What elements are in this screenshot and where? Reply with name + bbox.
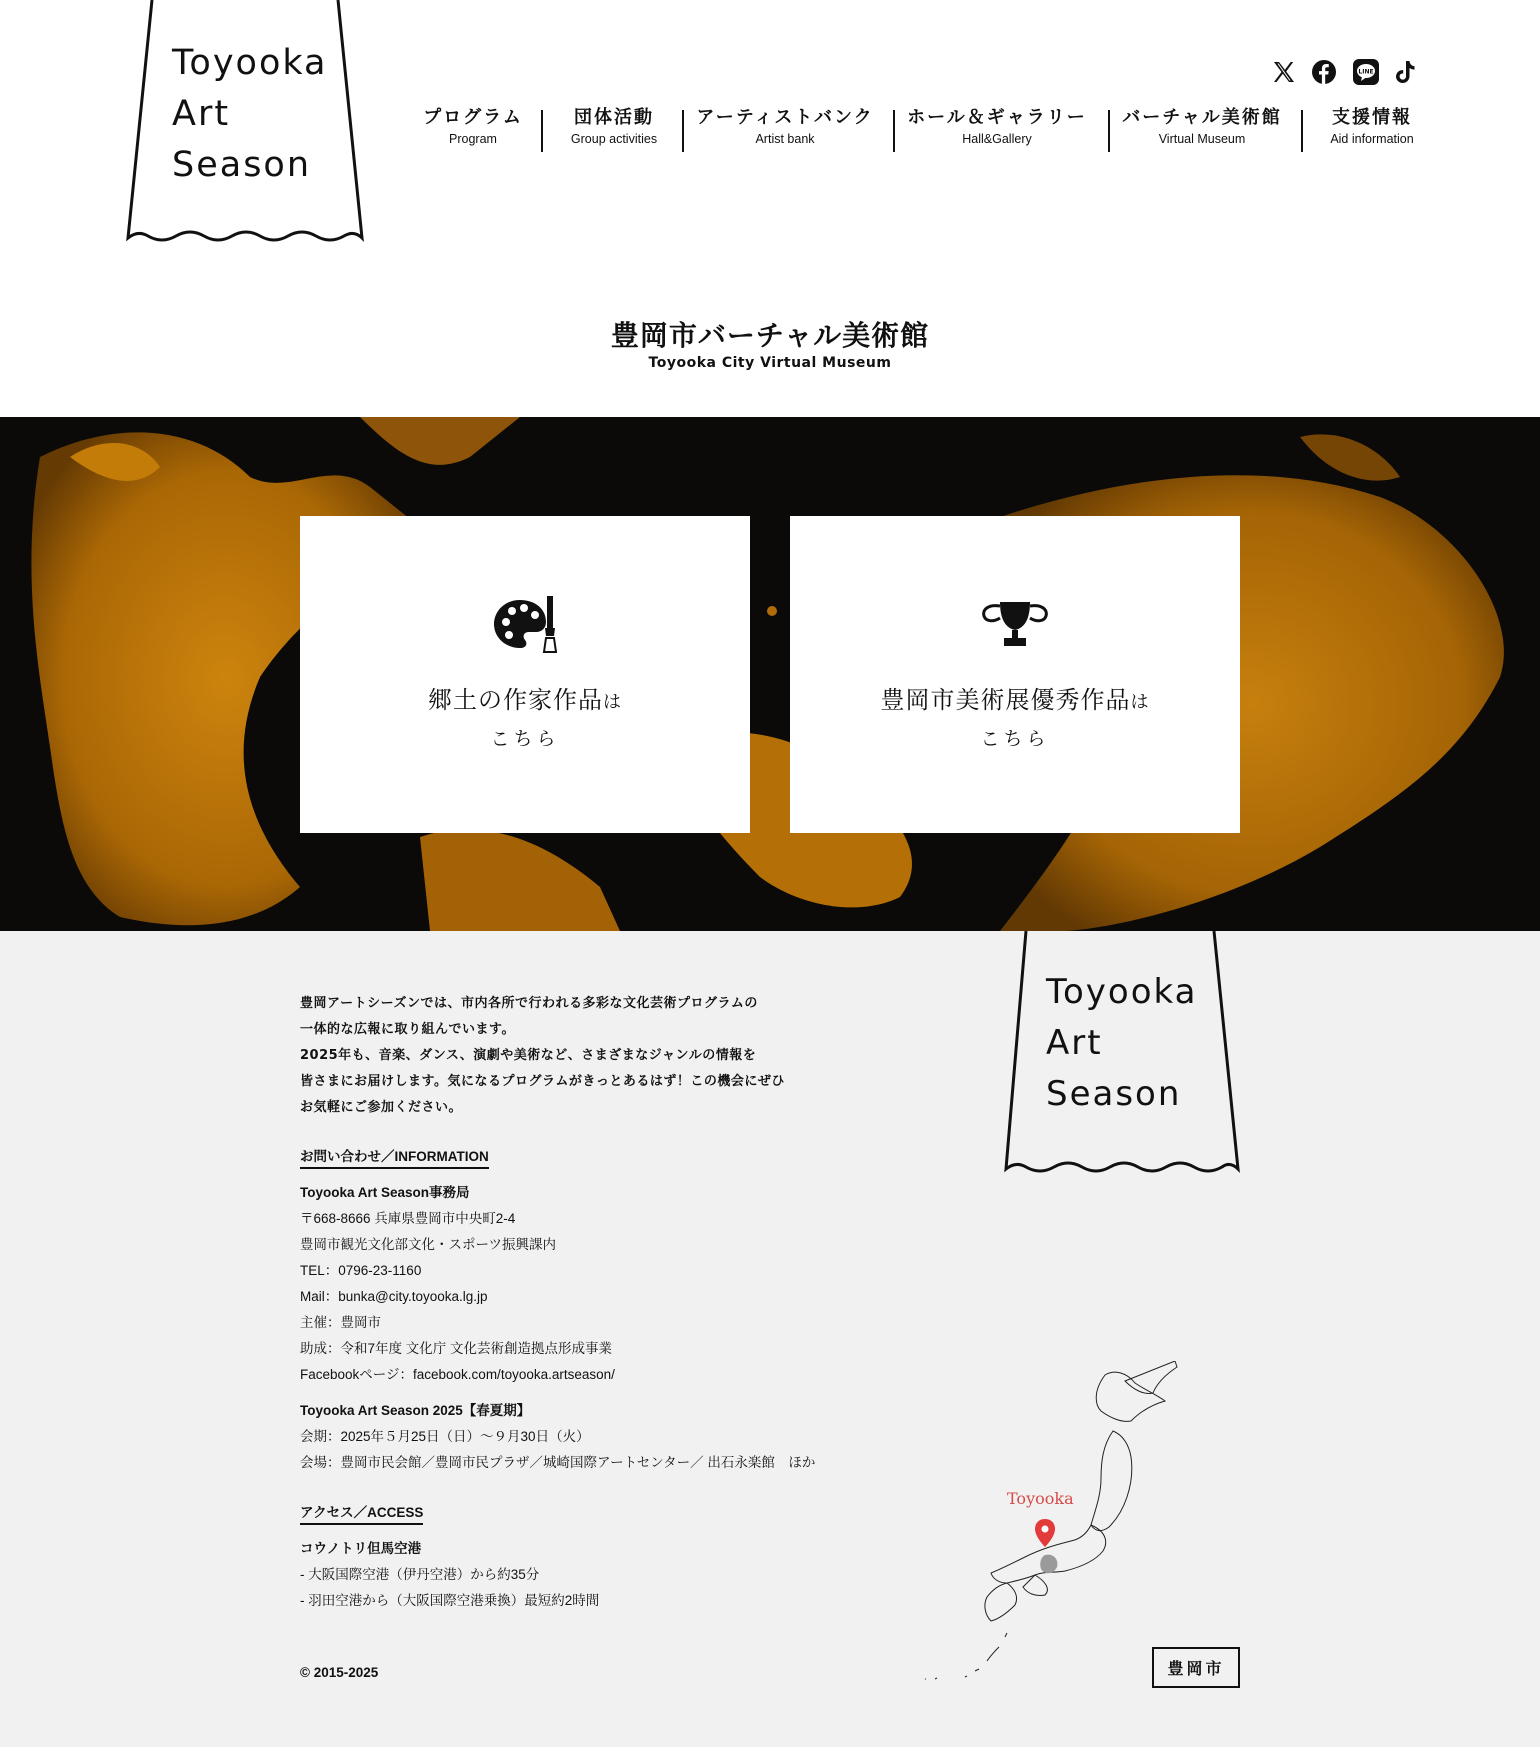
japan-map: [895, 1361, 1215, 1681]
facebook-icon[interactable]: [1310, 58, 1338, 86]
site-footer: [0, 931, 1540, 1747]
nav-item-aid-information[interactable]: 支援情報 Aid information: [1330, 107, 1414, 146]
nav-item-program[interactable]: プログラム Program: [423, 107, 523, 146]
nav-divider: [1301, 110, 1303, 152]
main-nav: [408, 106, 1430, 154]
intro-text: 豊岡アートシーズンでは、市内各所で行われる多彩な文化芸術プログラムの 一体的な広報に取り組んでいます。 2025年も、音楽、ダンス、演劇や美術など、さまざまなジャンルの情報を 皆さまにお届けします。気になるプログラムがきっとあるはず！この機会にぜひ お気軽にご参加ください。: [300, 996, 785, 1115]
footer-logo-text: Toyooka Art Season: [1046, 972, 1198, 1114]
local-artists-card[interactable]: [300, 516, 750, 833]
tiktok-icon[interactable]: [1392, 58, 1420, 86]
toyooka-city-badge[interactable]: 豊岡市: [1152, 1647, 1240, 1688]
contact-info: Toyooka Art Season事務局 〒668-8666 兵庫県豊岡市中央町2-4 豊岡市観光文化部文化・スポーツ振興課内 TEL：0796-23-1160 Mail：bunka@city.toyooka.lg.jp 主催：豊岡市 助成：令和7年度 文化庁 文化芸術創造拠点形成事業 Facebookページ：facebook.com/toyooka.artseason/: [300, 1180, 615, 1388]
nav-divider: [893, 110, 895, 152]
site-logo[interactable]: [124, 0, 368, 244]
page-title-en: Toyooka City Virtual Museum: [648, 355, 892, 371]
card-title-suffix: は: [603, 692, 622, 713]
card-title: 郷土の作家作品: [428, 686, 603, 714]
card-title-suffix: は: [1130, 692, 1150, 713]
logo-text: Toyooka Art Season: [172, 43, 328, 185]
nav-item-group-activities[interactable]: 団体活動 Group activities: [570, 107, 658, 146]
nav-item-virtual-museum[interactable]: バーチャル美術館 Virtual Museum: [1122, 107, 1282, 146]
footer-logo[interactable]: [1004, 931, 1240, 1175]
info-heading: お問い合わせ／INFORMATION: [300, 1145, 489, 1169]
card-title: 豊岡市美術展優秀作品: [880, 686, 1131, 714]
hero-banner: [0, 417, 1540, 931]
art-exhibition-card[interactable]: [790, 516, 1240, 833]
facebook-link[interactable]: Facebookページ：facebook.com/toyooka.artseason/: [300, 1367, 615, 1382]
trophy-icon: [790, 594, 1240, 664]
card-subtitle: こちら: [980, 728, 1050, 750]
access-info: コウノトリ但馬空港 - 大阪国際空港（伊丹空港）から約35分 - 羽田空港から（大阪国際空港乗換）最短約2時間: [300, 1541, 600, 1608]
access-heading: アクセス／ACCESS: [300, 1501, 423, 1525]
social-links: [0, 58, 1540, 90]
site-header: [0, 0, 1540, 415]
nav-item-artist-bank[interactable]: アーティストバンク Artist bank: [696, 107, 874, 146]
mail-link[interactable]: Mail：bunka@city.toyooka.lg.jp: [300, 1289, 488, 1304]
season-info: Toyooka Art Season 2025【春夏期】 会期：2025年５月25日（日）～９月30日（火） 会場：豊岡市民会館／豊岡市民プラザ／城崎国際アートセンター／ 出石永楽館 ほか: [300, 1403, 816, 1470]
palette-icon: [300, 594, 750, 664]
page-title: [0, 318, 1540, 372]
map-label: Toyooka: [1007, 1489, 1074, 1508]
nav-divider: [541, 110, 543, 152]
nav-divider: [682, 110, 684, 152]
brush-stroke-background: [0, 417, 1540, 931]
card-subtitle: こちら: [490, 728, 560, 750]
nav-item-hall-gallery[interactable]: ホール＆ギャラリー Hall&Gallery: [907, 107, 1087, 146]
copyright: © 2015-2025: [300, 1665, 379, 1680]
x-icon[interactable]: [1270, 58, 1298, 86]
nav-divider: [1108, 110, 1110, 152]
line-icon[interactable]: [1352, 58, 1380, 86]
page-title-ja: 豊岡市バーチャル美術館: [610, 319, 930, 352]
svg-text:LINE: LINE: [1358, 68, 1374, 76]
